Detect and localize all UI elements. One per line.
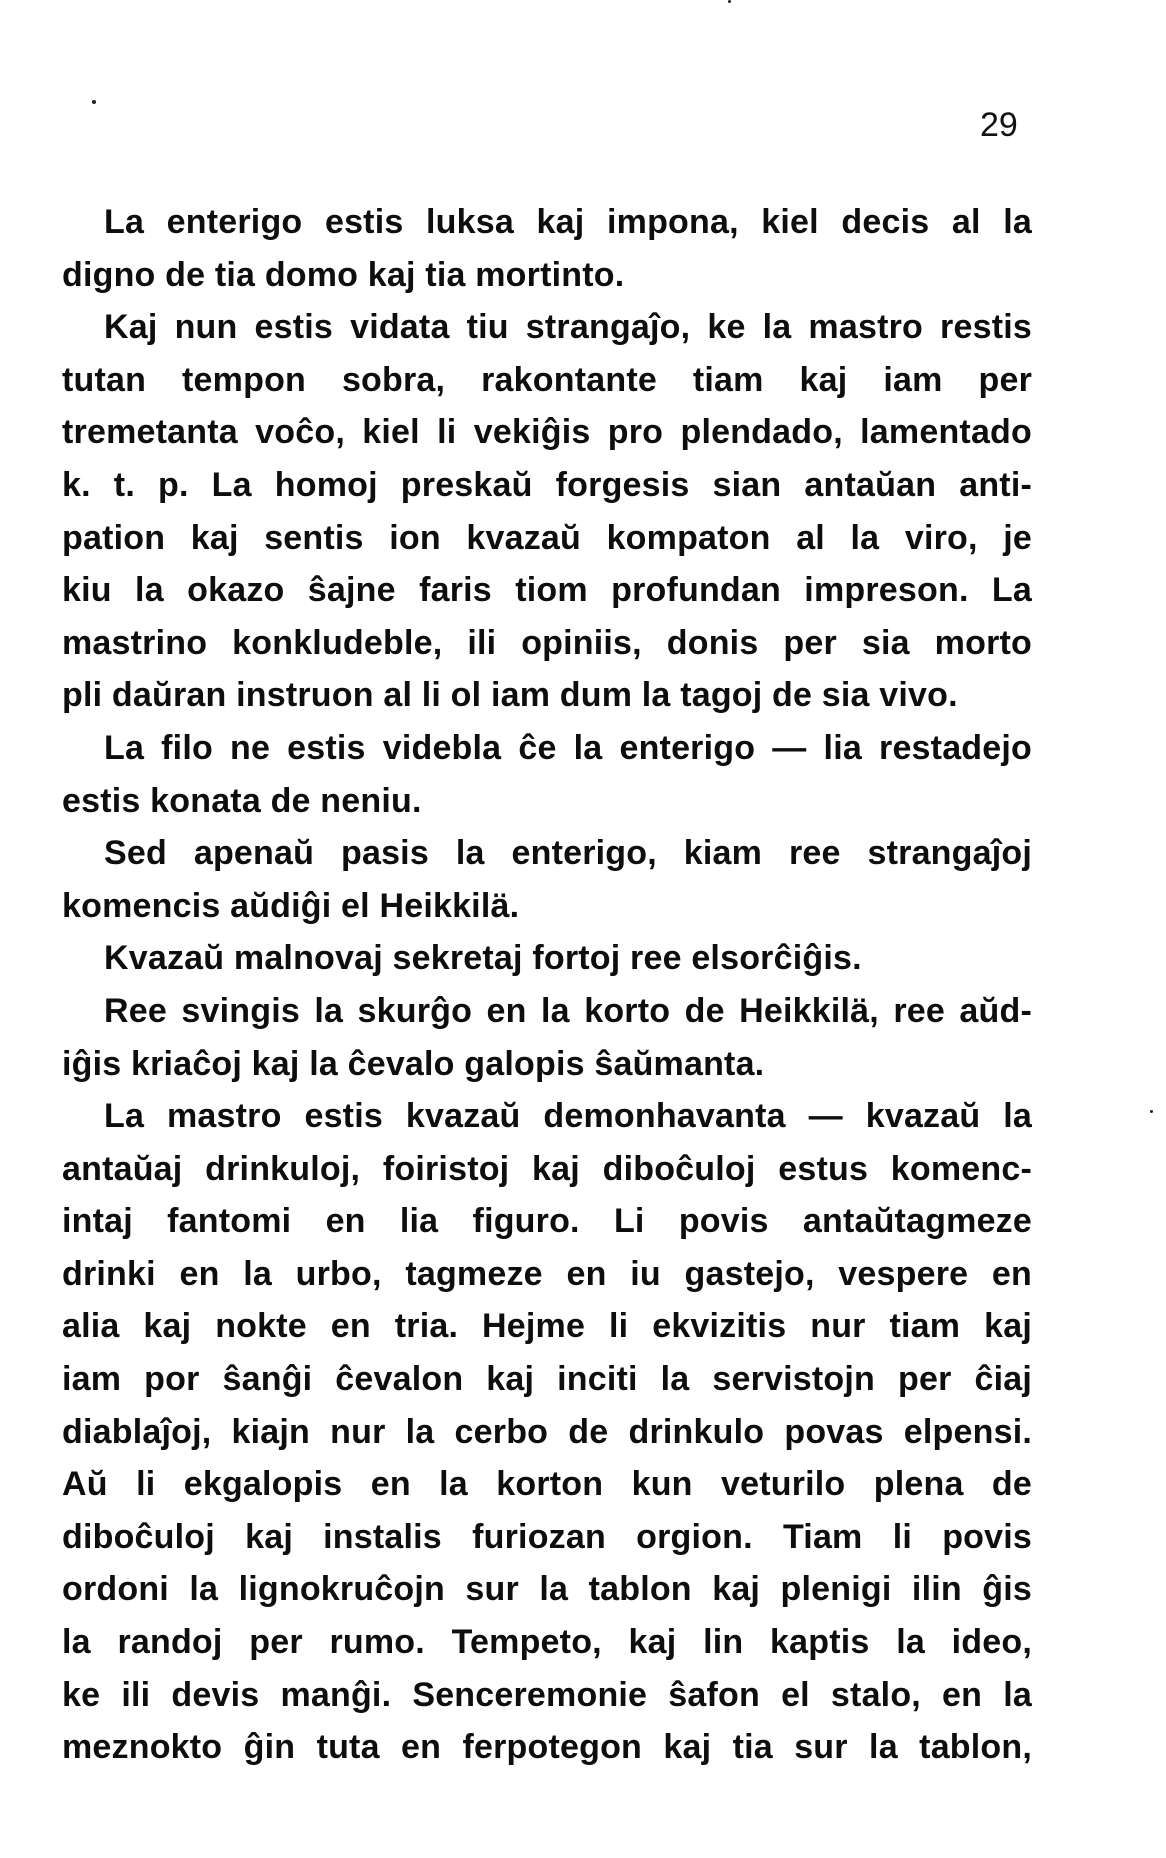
text-line — [62, 722, 1032, 775]
text-line — [62, 564, 1032, 617]
text-line-content: alia kaj nokte en tria. Hejme li ekvizitis nur tiam kaj — [62, 1307, 1032, 1346]
text-line — [62, 1143, 1032, 1196]
text-line-content: Kvazaŭ malnovaj sekretaj fortoj ree elsorĉiĝis. — [104, 939, 862, 978]
text-line-content: La mastro estis kvazaŭ demonhavanta — kvazaŭ la — [104, 1097, 1032, 1136]
text-line-content: pation kaj sentis ion kvazaŭ kompaton al la viro, je — [62, 518, 1032, 557]
text-line-content: diablaĵoj, kiajn nur la cerbo de drinkulo povas elpensi. — [62, 1412, 1032, 1451]
text-line-content: Kaj nun estis vidata tiu strangaĵo, ke la mastro restis — [104, 308, 1032, 347]
text-line — [62, 880, 1032, 933]
text-line — [62, 1353, 1032, 1406]
text-line-content: la randoj per rumo. Tempeto, kaj lin kaptis la ideo, — [62, 1623, 1032, 1662]
text-line-content: k. t. p. La homoj preskaŭ forgesis sian antaŭan anti- — [62, 465, 1032, 504]
body-text — [62, 196, 1032, 1774]
text-line — [62, 301, 1032, 354]
text-line-content: komencis aŭdiĝi el Heikkilä. — [62, 886, 520, 925]
text-line-content: ke ili devis manĝi. Senceremonie ŝafon el stalo, en la — [62, 1675, 1032, 1714]
text-line-content: ordoni la lignokruĉojn sur la tablon kaj plenigi ilin ĝis — [62, 1570, 1032, 1609]
text-line — [62, 459, 1032, 512]
text-line — [62, 1090, 1032, 1143]
text-line — [62, 617, 1032, 670]
text-line-content: meznokto ĝin tuta en ferpotegon kaj tia sur la tablon, — [62, 1728, 1032, 1767]
text-line — [62, 1406, 1032, 1459]
text-line — [62, 354, 1032, 407]
text-line — [62, 1248, 1032, 1301]
text-line-content: digno de tia domo kaj tia mortinto. — [62, 255, 625, 294]
text-line — [62, 1038, 1032, 1091]
text-line-content: iĝis kriaĉoj kaj la ĉevalo galopis ŝaŭmanta. — [62, 1044, 765, 1083]
text-line — [62, 669, 1032, 722]
text-line — [62, 406, 1032, 459]
text-line-content: Ree svingis la skurĝo en la korto de Heikkilä, ree aŭd- — [104, 991, 1032, 1030]
text-line — [62, 1458, 1032, 1511]
text-line-content: antaŭaj drinkuloj, foiristoj kaj diboĉuloj estus komenc- — [62, 1149, 1032, 1188]
print-speck — [1150, 1110, 1153, 1113]
text-line — [62, 512, 1032, 565]
text-line-content: diboĉuloj kaj instalis furiozan orgion. Tiam li povis — [62, 1517, 1032, 1556]
text-line-content: estis konata de neniu. — [62, 781, 422, 820]
print-speck — [728, 0, 731, 3]
text-line-content: Aŭ li ekgalopis en la korton kun veturilo plena de — [62, 1465, 1032, 1504]
text-line — [62, 1195, 1032, 1248]
text-line-content: La filo ne estis videbla ĉe la enterigo — lia restadejo — [104, 728, 1032, 767]
text-line-content: intaj fantomi en lia figuro. Li povis antaŭtagmeze — [62, 1202, 1032, 1241]
text-line — [62, 1616, 1032, 1669]
text-line — [62, 932, 1032, 985]
text-line — [62, 985, 1032, 1038]
text-line-content: Sed apenaŭ pasis la enterigo, kiam ree strangaĵoj — [104, 834, 1032, 873]
text-line-content: kiu la okazo ŝajne faris tiom profundan impreson. La — [62, 571, 1032, 610]
text-line — [62, 827, 1032, 880]
text-line-content: tremetanta voĉo, kiel li vekiĝis pro plendado, lamentado — [62, 413, 1032, 452]
page-number: 29 — [980, 106, 1018, 144]
text-line — [62, 1563, 1032, 1616]
text-line — [62, 249, 1032, 302]
text-line-content: mastrino konkludeble, ili opiniis, donis per sia morto — [62, 623, 1032, 662]
text-line-content: tutan tempon sobra, rakontante tiam kaj iam per — [62, 360, 1032, 399]
text-line — [62, 1300, 1032, 1353]
text-line — [62, 775, 1032, 828]
text-line-content: La enterigo estis luksa kaj impona, kiel decis al la — [104, 203, 1032, 241]
print-speck — [92, 100, 96, 104]
text-line — [62, 1669, 1032, 1722]
text-line — [62, 1511, 1032, 1564]
text-line-content: pli daŭran instruon al li ol iam dum la tagoj de sia vivo. — [62, 676, 958, 715]
text-line — [62, 196, 1032, 249]
text-line-content: drinki en la urbo, tagmeze en iu gastejo, vespere en — [62, 1254, 1032, 1293]
text-line-content: iam por ŝanĝi ĉevalon kaj inciti la servistojn per ĉiaj — [62, 1360, 1032, 1399]
text-line — [62, 1721, 1032, 1774]
